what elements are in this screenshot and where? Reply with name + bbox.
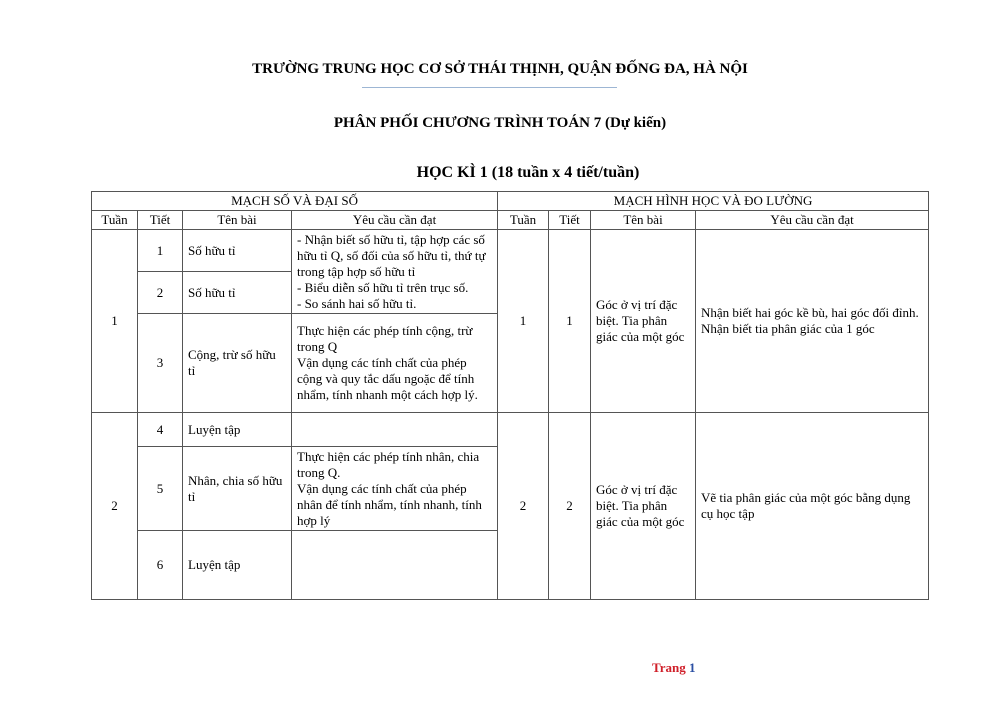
section-header-row xyxy=(92,192,929,211)
lesson-cell: Số hữu tỉ xyxy=(183,230,292,272)
geo-requirement-cell: Nhận biết hai góc kề bù, hai góc đối đỉnh. Nhận biết tia phân giác của 1 góc xyxy=(696,230,929,413)
header-rule xyxy=(362,87,617,88)
table-row xyxy=(92,413,929,447)
period-cell: 1 xyxy=(138,230,183,272)
page-label: Trang xyxy=(652,660,686,675)
geo-lesson-cell: Góc ở vị trí đặc biệt. Tia phân giác của một góc xyxy=(591,413,696,600)
page-footer xyxy=(652,660,695,676)
period-cell: 2 xyxy=(138,272,183,314)
col-week-geo: Tuần xyxy=(498,211,549,230)
lesson-cell: Cộng, trừ số hữu tỉ xyxy=(183,314,292,413)
section-geometry: MẠCH HÌNH HỌC VÀ ĐO LƯỜNG xyxy=(498,192,929,211)
period-cell: 5 xyxy=(138,447,183,531)
geo-period-cell: 1 xyxy=(549,230,591,413)
week-cell: 1 xyxy=(92,230,138,413)
curriculum-table xyxy=(91,191,929,600)
requirement-cell: Thực hiện các phép tính cộng, trừ trong Q Vận dụng các tính chất của phép cộng và quy tắc dấu ngoặc để tính nhẩm, tính nhanh một cách hợp lý. xyxy=(292,314,498,413)
requirement-cell: - Nhận biết số hữu tỉ, tập hợp các số hữu tỉ Q, số đối của số hữu tỉ, thứ tự trong tập hợp số hữu tỉ - Biểu diễn số hữu tỉ trên trục số. - So sánh hai số hữu tỉ. xyxy=(292,230,498,314)
geo-lesson-cell: Góc ở vị trí đặc biệt. Tia phân giác của một góc xyxy=(591,230,696,413)
requirement-cell xyxy=(292,531,498,600)
lesson-cell: Số hữu tỉ xyxy=(183,272,292,314)
col-requirement-geo: Yêu cầu cần đạt xyxy=(696,211,929,230)
week-cell: 2 xyxy=(92,413,138,600)
geo-week-cell: 1 xyxy=(498,230,549,413)
lesson-cell: Nhân, chia số hữu tỉ xyxy=(183,447,292,531)
program-title: PHÂN PHỐI CHƯƠNG TRÌNH TOÁN 7 (Dự kiến) xyxy=(333,115,667,131)
period-cell: 3 xyxy=(138,314,183,413)
section-algebra: MẠCH SỐ VÀ ĐẠI SỐ xyxy=(92,192,498,211)
period-cell: 4 xyxy=(138,413,183,447)
col-requirement: Yêu cầu cần đạt xyxy=(292,211,498,230)
geo-period-cell: 2 xyxy=(549,413,591,600)
geo-week-cell: 2 xyxy=(498,413,549,600)
period-cell: 6 xyxy=(138,531,183,600)
table-row xyxy=(92,230,929,272)
col-lesson: Tên bài xyxy=(183,211,292,230)
page-number: 1 xyxy=(688,660,696,675)
geo-requirement-cell: Vẽ tia phân giác của một góc bằng dụng cụ học tập xyxy=(696,413,929,600)
term-title: HỌC KÌ 1 (18 tuần x 4 tiết/tuần) xyxy=(416,164,640,181)
column-header-row xyxy=(92,211,929,230)
lesson-cell: Luyện tập xyxy=(183,531,292,600)
col-period-geo: Tiết xyxy=(549,211,591,230)
requirement-cell: Thực hiện các phép tính nhân, chia trong Q. Vận dụng các tính chất của phép nhân để tính nhẩm, tính nhanh, tính hợp lý xyxy=(292,447,498,531)
col-period: Tiết xyxy=(138,211,183,230)
col-lesson-geo: Tên bài xyxy=(591,211,696,230)
lesson-cell: Luyện tập xyxy=(183,413,292,447)
school-name: TRƯỜNG TRUNG HỌC CƠ SỞ THÁI THỊNH, QUẬN ĐỐNG ĐA, HÀ NỘI xyxy=(252,61,748,77)
requirement-cell xyxy=(292,413,498,447)
col-week: Tuần xyxy=(92,211,138,230)
